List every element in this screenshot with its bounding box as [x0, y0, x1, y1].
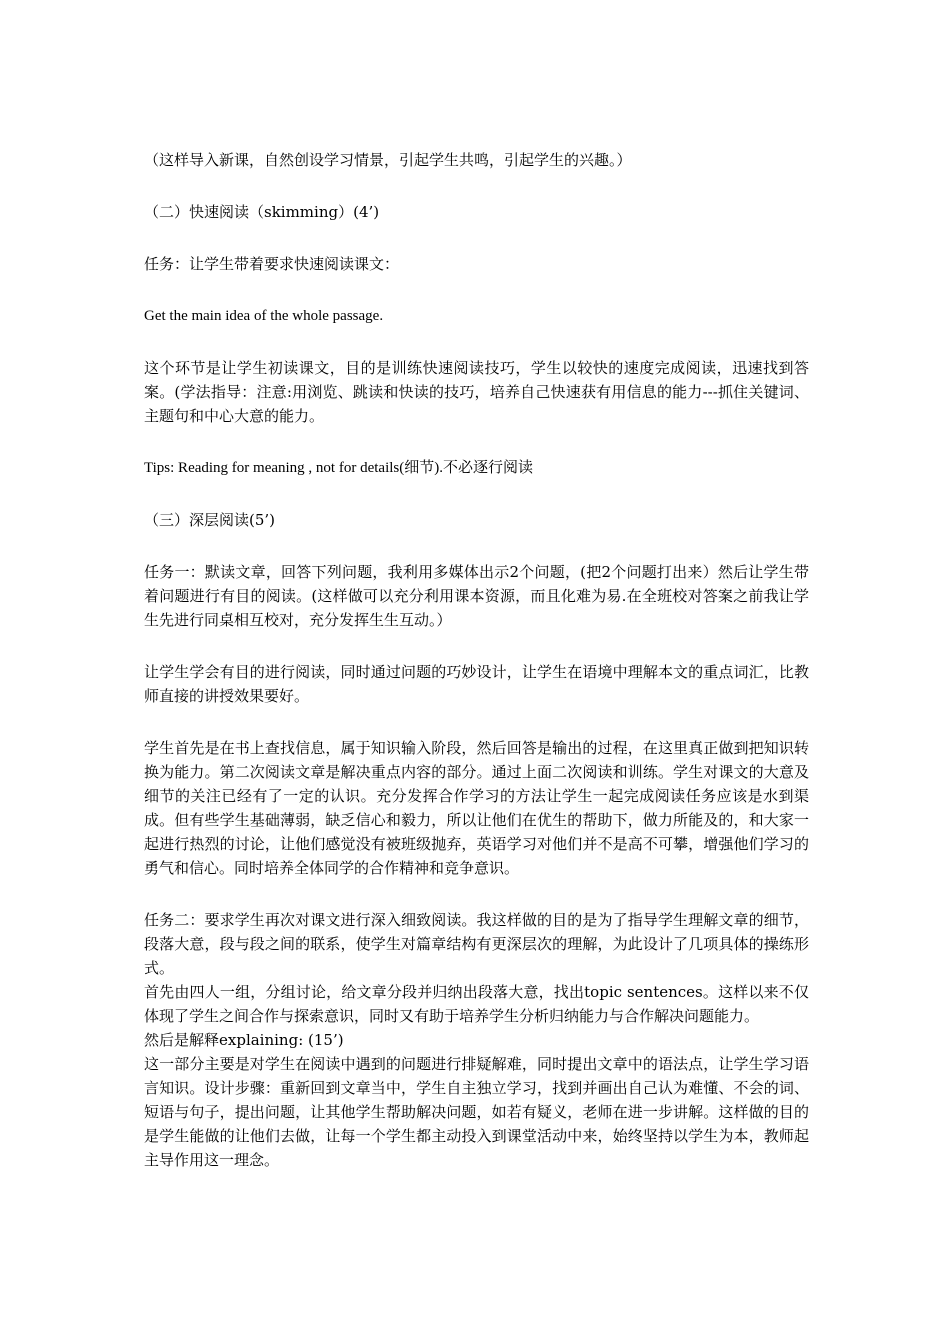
paragraph-explaining-body: 这一部分主要是对学生在阅读中遇到的问题进行排疑解难，同时提出文章中的语法点，让学生学习语言知识。设计步骤：重新回到文章当中，学生自主独立学习，找到并画出自己认为难懂、不会的词、短语与句子，提出问题，让其他学生帮助解决问题，如若有疑义，老师在进一步讲解。这样做的目的是学生能做的让他们去做，让每一个学生都主动投入到课堂活动中来，始终坚持以学生为本，教师起主导作用这一理念。: [144, 1055, 809, 1169]
section-heading-deep-reading: （三）深层阅读(5’): [144, 511, 276, 529]
paragraph-tips: Tips: Reading for meaning , not for details(细节).不必逐行阅读: [144, 460, 533, 476]
paragraph-main-idea: Get the main idea of the whole passage.: [144, 308, 384, 324]
paragraph-group-discussion: 首先由四人一组，分组讨论，给文章分段并归纳出段落大意，找出topic sentences。这样以来不仅体现了学生之间合作与探索意识，同时又有助于培养学生分析归纳能力与合作解决问题能力。: [144, 983, 809, 1025]
paragraph-explaining-heading: 然后是解释explaining: (15’): [144, 1031, 344, 1049]
document-body: [144, 148, 809, 1172]
paragraph-task-one: 任务一：默读文章，回答下列问题，我利用多媒体出示2个问题，(把2个问题打出来）然后让学生带着问题进行有目的阅读。(这样做可以充分利用课本资源，而且化难为易.在全班校对答案之前我让学生先进行同桌相互校对，充分发挥生生互动。）: [144, 563, 809, 629]
paragraph-purposeful-reading: 让学生学会有目的进行阅读，同时通过问题的巧妙设计，让学生在语境中理解本文的重点词汇，比教师直接的讲授效果要好。: [144, 663, 809, 705]
paragraph-task: 任务：让学生带着要求快速阅读课文：: [144, 255, 400, 273]
paragraph-knowledge-input: 学生首先是在书上查找信息，属于知识输入阶段，然后回答是输出的过程，在这里真正做到把知识转换为能力。第二次阅读文章是解决重点内容的部分。通过上面二次阅读和训练。学生对课文的大意及细节的关注已经有了一定的认识。充分发挥合作学习的方法让学生一起完成阅读任务应该是水到渠成。但有些学生基础薄弱，缺乏信心和毅力，所以让他们在优生的帮助下，做力所能及的，和大家一起进行热烈的讨论，让他们感觉没有被班级抛弃，英语学习对他们并不是高不可攀，增强他们学习的勇气和信心。同时培养全体同学的合作精神和竞争意识。: [144, 739, 809, 877]
section-heading-skimming: （二）快速阅读（skimming）(4’): [144, 203, 380, 221]
paragraph-skimming-purpose: 这个环节是让学生初读课文，目的是训练快速阅读技巧，学生以较快的速度完成阅读，迅速找到答案。(学法指导：注意:用浏览、跳读和快读的技巧，培养自己快速获有用信息的能力---抓住关键词、主题句和中心大意的能力。: [144, 359, 809, 425]
paragraph-task-two: 任务二：要求学生再次对课文进行深入细致阅读。我这样做的目的是为了指导学生理解文章的细节，段落大意，段与段之间的联系，使学生对篇章结构有更深层次的理解，为此设计了几项具体的操练形式。: [144, 911, 809, 977]
paragraph-intro-note: （这样导入新课，自然创设学习情景，引起学生共鸣，引起学生的兴趣。）: [144, 151, 632, 169]
